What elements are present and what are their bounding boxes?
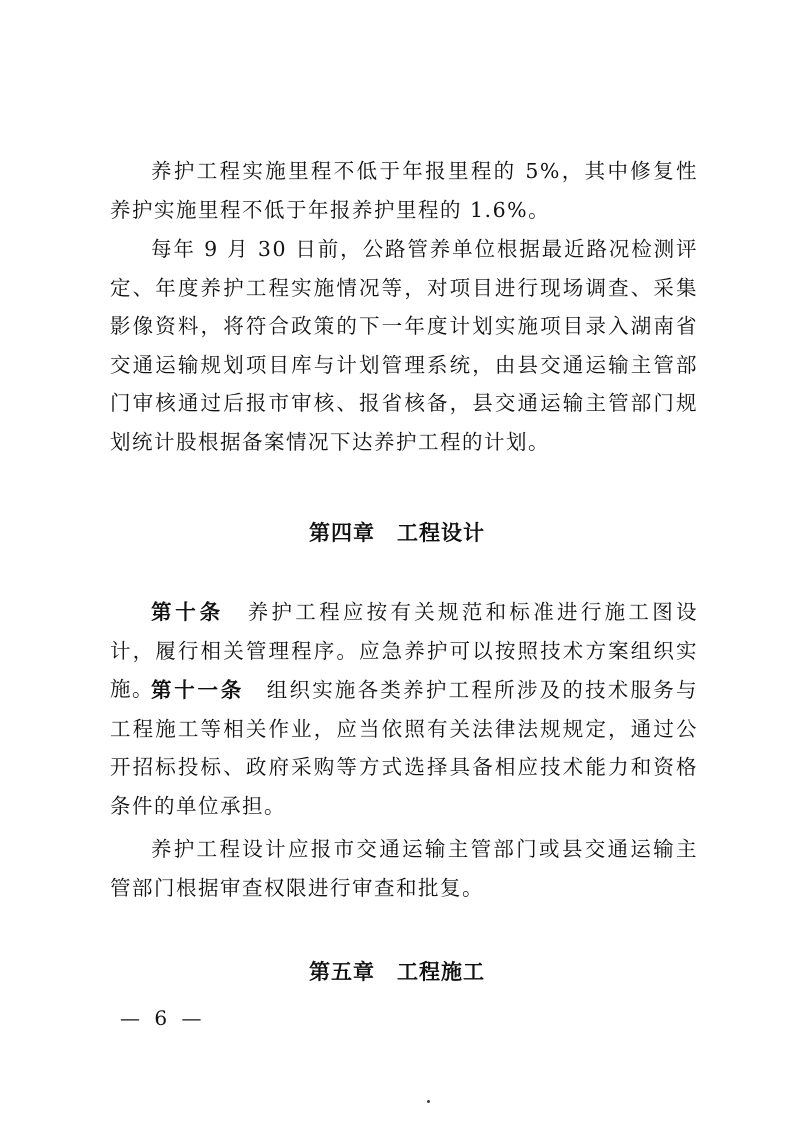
paragraph-design-approval: 养护工程设计应报市交通运输主管部门或县交通运输主管部门根据审查权限进行审查和批复。 (110, 837, 698, 900)
scan-speck (427, 1100, 430, 1103)
article-11 (110, 671, 698, 825)
chapter-5-title: 第五章 工程施工 (309, 960, 485, 984)
article-11-text: 组织实施各类养护工程所涉及的技术服务与工程施工等相关作业，应当依照有关法律法规规定，通过公开招标投标、政府采购等方式选择具备相应技术能力和资格条件的单位承担。 (110, 678, 699, 818)
article-10-text: 养护工程应按有关规范和标准进行施工图设计，履行相关管理程序。应急养护可以按照技术方案组织实施。 (110, 600, 699, 701)
chapter-4-title: 第四章 工程设计 (309, 521, 485, 545)
paragraph-annual-plan: 每年 9 月 30 日前，公路管养单位根据最近路况检测评定、年度养护工程实施情况等，对项目进行现场调查、采集影像资料，将符合政策的下一年度计划实施项目录入湖南省交通运输规划项目库与计划管理系统，由县交通运输主管部门审核通过后报市审核、报省核备，县交通运输主管部门规划统计股根据备案情况下达养护工程的计划。 (110, 237, 698, 454)
article-10-title: 第十条 (151, 600, 224, 624)
page-number: — 6 — (120, 1006, 206, 1030)
paragraph-maintenance-mileage: 养护工程实施里程不低于年报里程的 5%，其中修复性养护实施里程不低于年报养护里程的 1.6%。 (110, 159, 698, 222)
article-11-title: 第十一条 (151, 678, 244, 702)
chapter-heading-4 (0, 517, 794, 547)
chapter-heading-5 (0, 956, 794, 986)
